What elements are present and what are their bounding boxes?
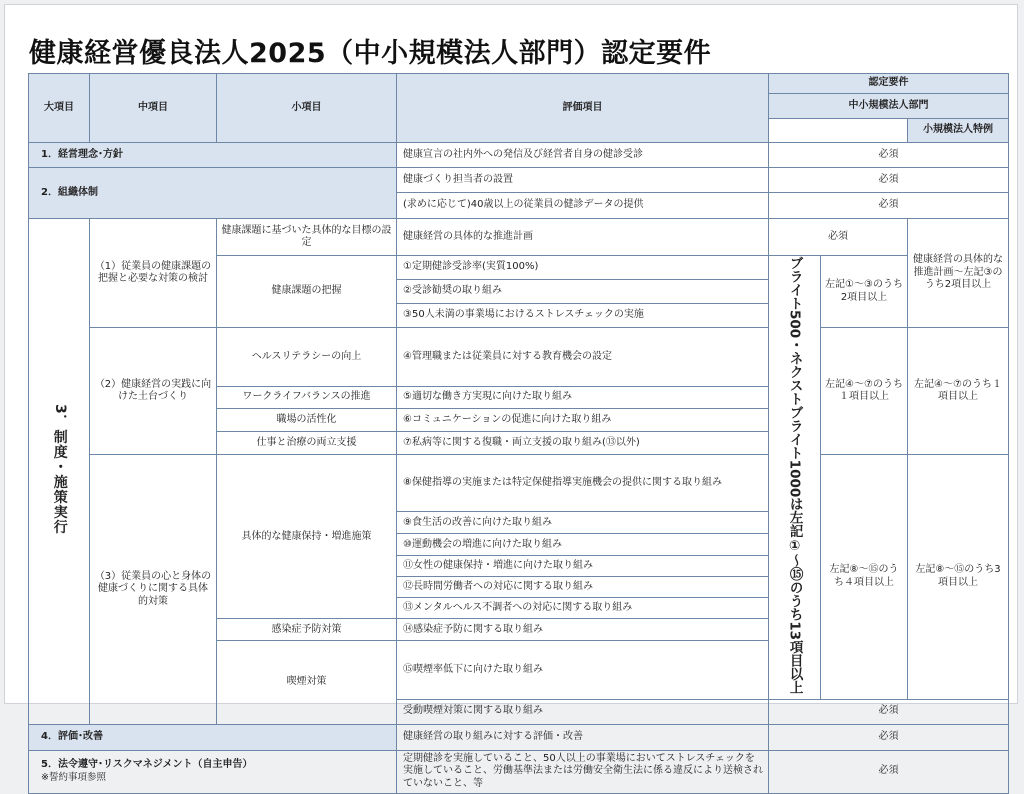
- header-chukomoku: 中項目: [90, 74, 217, 143]
- category-2: 2．組織体制: [29, 168, 397, 219]
- eval-item: ⑩運動機会の増進に向けた取り組み: [397, 534, 769, 556]
- header-daikomoku: 大項目: [29, 74, 90, 143]
- req-cell: 必須: [769, 699, 1009, 724]
- requirements-table: [28, 73, 1009, 794]
- bright-500-requirement: ブライト500・ネクストブライト1000は左記①～⑮のうち13項目以上: [769, 256, 821, 700]
- sub-item: 仕事と治療の両立支援: [217, 432, 397, 455]
- sho-group-2: 左記④～⑦のうち１項目以上: [908, 328, 1009, 455]
- eval-item: ④管理職または従業員に対する教育機会の設定: [397, 328, 769, 387]
- sub-item: 感染症予防対策: [217, 619, 397, 641]
- eval-item: ⑪女性の健康保持・増進に向けた取り組み: [397, 556, 769, 577]
- eval-item: 健康経営の取り組みに対する評価・改善: [397, 724, 769, 750]
- chu-group-2: 左記④～⑦のうち１項目以上: [821, 328, 908, 455]
- chu-group-1: 左記①～③のうち2項目以上: [821, 256, 908, 328]
- req-cell: 必須: [769, 168, 1009, 193]
- sub-item: 具体的な健康保持・増進施策: [217, 455, 397, 619]
- page: [4, 4, 1018, 789]
- header-chusho: 中小規模法人部門: [769, 94, 1009, 119]
- category-1: 1．経営理念･方針: [29, 143, 397, 168]
- page-title: 健康経営優良法人2025（中小規模法人部門）認定要件: [29, 38, 712, 69]
- header-shokomoku: 小項目: [217, 74, 397, 143]
- req-cell: 必須: [769, 750, 1009, 793]
- mid-item-1: （1）従業員の健康課題の把握と必要な対策の検討: [90, 219, 217, 328]
- eval-item: ⑧保健指導の実施または特定保健指導実施機会の提供に関する取り組み: [397, 455, 769, 512]
- category-4: 4．評価･改善: [29, 724, 397, 750]
- header-shokibo-tokurei: 小規模法人特例: [908, 119, 1009, 143]
- req-cell: 必須: [769, 193, 1009, 219]
- eval-item: 受動喫煙対策に関する取り組み: [397, 699, 769, 724]
- sub-item: 健康課題の把握: [217, 256, 397, 328]
- sub-item: 職場の活性化: [217, 409, 397, 432]
- pledge-note: ※誓約事項参照: [41, 772, 106, 784]
- sub-item: ワークライフバランスの推進: [217, 387, 397, 409]
- req-cell: 必須: [769, 219, 908, 256]
- category-3: 3．制度・施策実行: [29, 219, 90, 725]
- category-5: [29, 750, 397, 793]
- eval-item: (求めに応じて)40歳以上の従業員の健診データの提供: [397, 193, 769, 219]
- eval-item: ⑤適切な働き方実現に向けた取り組み: [397, 387, 769, 409]
- eval-item: ②受診勧奨の取り組み: [397, 280, 769, 304]
- sub-item: ヘルスリテラシーの向上: [217, 328, 397, 387]
- eval-item: ⑭感染症予防に関する取り組み: [397, 619, 769, 641]
- chu-group-3: 左記⑧～⑮のうち４項目以上: [821, 455, 908, 699]
- eval-item: ⑨食生活の改善に向けた取り組み: [397, 512, 769, 534]
- eval-item: ③50人未満の事業場におけるストレスチェックの実施: [397, 304, 769, 328]
- sub-item: 健康課題に基づいた具体的な目標の設定: [217, 219, 397, 256]
- req-cell: 必須: [769, 724, 1009, 750]
- eval-item: ⑥コミュニケーションの促進に向けた取り組み: [397, 409, 769, 432]
- eval-item: ①定期健診受診率(実質100%): [397, 256, 769, 280]
- mid-item-2: （2）健康経営の実践に向けた土台づくり: [90, 328, 217, 455]
- sub-item: 喫煙対策: [217, 641, 397, 724]
- eval-item: ⑬メンタルヘルス不調者への対応に関する取り組み: [397, 598, 769, 619]
- eval-item: ⑦私病等に関する復職・両立支援の取り組み(⑬以外): [397, 432, 769, 455]
- eval-item: ⑮喫煙率低下に向けた取り組み: [397, 641, 769, 699]
- header-blank: [769, 119, 908, 143]
- eval-item: 定期健診を実施していること、50人以上の事業場においてストレスチェックを実施していること、労働基準法または労働安全衛生法に係る違反により送検されていないこと、等: [397, 750, 769, 793]
- eval-item: ⑫長時間労働者への対応に関する取り組み: [397, 577, 769, 598]
- eval-item: 健康づくり担当者の設置: [397, 168, 769, 193]
- req-cell: 必須: [769, 143, 1009, 168]
- sho-group-1: 健康経営の具体的な推進計画～左記③のうち2項目以上: [908, 219, 1009, 328]
- mid-item-3: （3）従業員の心と身体の健康づくりに関する具体的対策: [90, 455, 217, 724]
- header-hyoka: 評価項目: [397, 74, 769, 143]
- category-5-label: 5．法令遵守･リスクマネジメント（自主申告）: [41, 758, 253, 770]
- sho-group-3: 左記⑧～⑮のうち3項目以上: [908, 455, 1009, 699]
- eval-item: 健康宣言の社内外への発信及び経営者自身の健診受診: [397, 143, 769, 168]
- header-nintei: 認定要件: [769, 74, 1009, 94]
- eval-item: 健康経営の具体的な推進計画: [397, 219, 769, 256]
